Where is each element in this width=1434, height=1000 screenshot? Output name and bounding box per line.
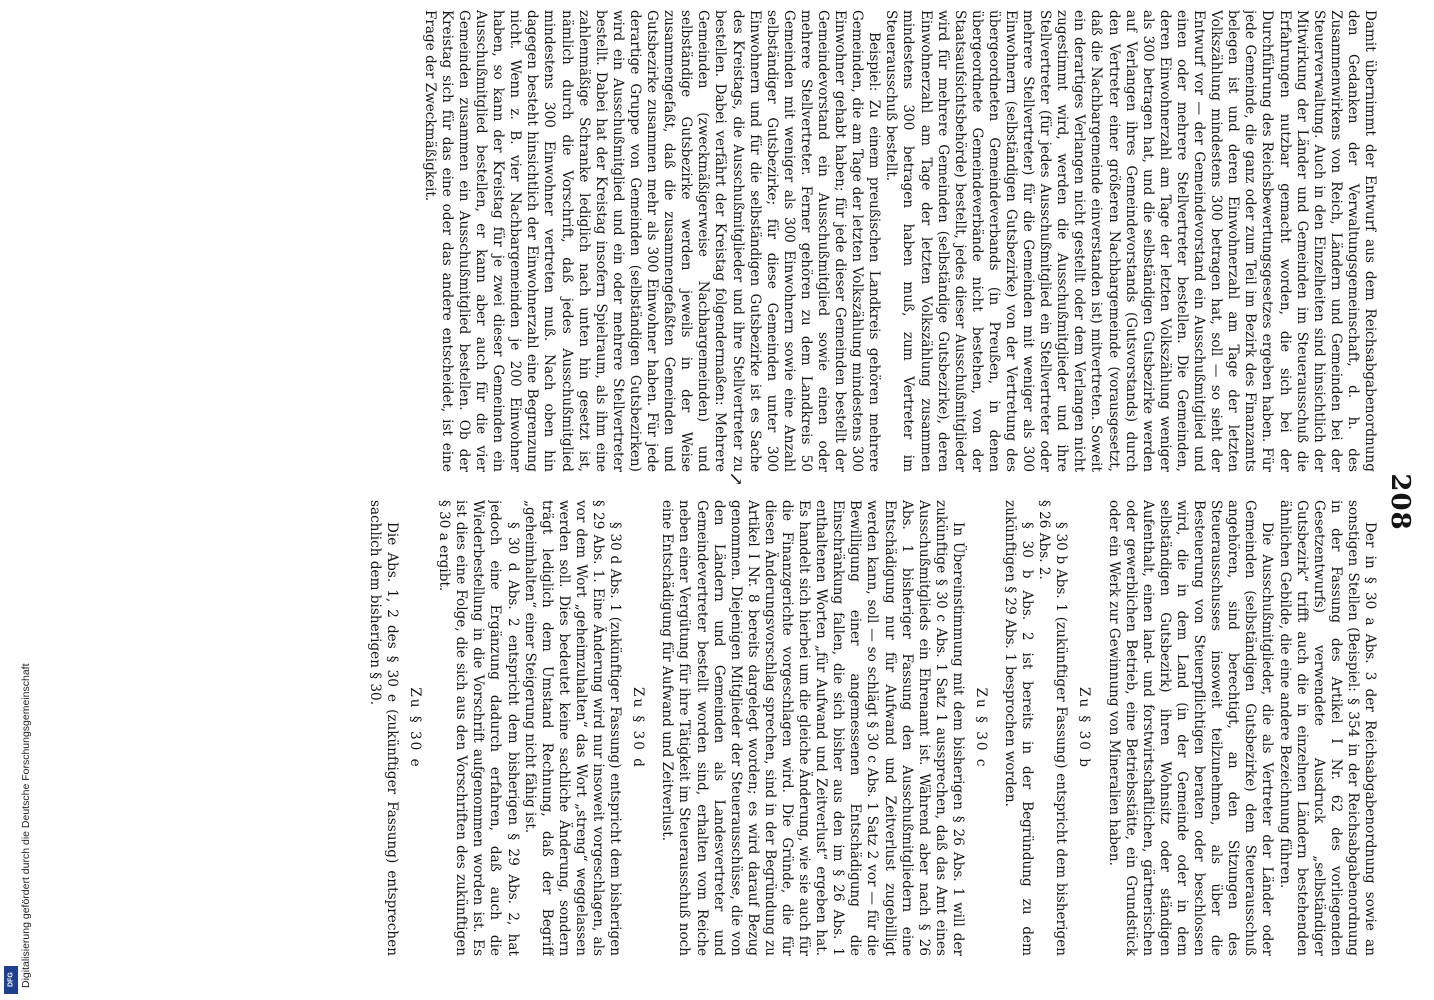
margin-mark: ↗ — [725, 471, 746, 487]
dfg-logo-icon: DFG — [4, 966, 18, 994]
paragraph: § 30 d Abs. 1 (zukünftiger Fassung) entspricht dem bisherigen § 29 Abs. 1. Eine Änderung wird nur insoweit vorgeschlagen, als vor dem Wort „geheimzuhalten“ das Wort „streng“ weggelassen werden soll. Dies bedeutet keine sachliche Änderung, sondern trägt lediglich dem Umstand Rechnung, daß der Begriff „geheimhalten“ einer Steigerung nicht fähig ist. — [521, 500, 624, 956]
paragraph: Die Ausschußmitglieder, die als Vertreter der Länder oder Gemeinden (selbständigen Gutsbezirke) dem Steuerausschuß angehören, sind berechtigt, an den Sitzungen des Steuerausschusses insoweit teilzunehmen, als über die Besteuerung von Steuerpflichtigen beraten oder beschlossen wird, die in dem Land (in der Gemeinde oder in dem selbständigen Gutsbezirk) ihren Wohnsitz oder ständigen Aufenthalt, einen land- und forstwirtschaftlichen, gärtnerischen oder gewerblichen Betrieb, eine Betriebsstätte, ein Grundstück oder ein Werk zur Gewinnung von Mineralien haben. — [1105, 500, 1276, 956]
paragraph: § 30 d Abs. 2 entspricht dem bisherigen § 29 Abs. 2, hat jedoch eine Ergänzung dadurch erfahren, daß auch die Wiederbestellung in die Vorschrift aufgenommen worden ist. Es ist dies eine Folge, die sich aus den Vorschriften des zukünftigen § 30 a ergibt. — [436, 500, 521, 956]
footer-credit: Digitalisierung gefördert durch die Deutsche Forschungsgemeinschaft — [20, 663, 32, 988]
paragraph: In Übereinstimmung mit dem bisherigen § 26 Abs. 1 will der zukünftige § 30 c Abs. 1 Satz 1 aussprechen, daß das Amt eines Ausschußmitglieds ein Ehrenamt ist. Während aber nach § 26 Abs. 1 bisheriger Fassung den Ausschußmitgliedern eine Entschädigung nur für Aufwand und Zeitverlust zugebilligt werden kann, soll — so schlägt § 30 c Abs. 1 Satz 2 vor — für die Bewilligung einer angemessenen Entschädigung die Einschränkung fallen, die sich bisher aus den im § 26 Abs. 1 enthaltenen Worten „für Aufwand und Zeitverlust“ ergeben hat. Es handelt sich hierbei um die gleiche Änderung, wie sie auch für die Finanzgerichte vorgeschlagen wird. Die Gründe, die für diesen Änderungsvorschlag sprechen, sind in der Begründung zu Artikel I Nr. 8 bereits dargelegt worden; es wird darauf Bezug genommen. Diejenigen Mitglieder der Steuerausschüsse, die von den Ländern und Gemeinden als Landesvertreter und Gemeindevertreter bestellt worden sind, erhalten vom Reiche neben einer Vergütung für ihre Tätigkeit im Steuerausschuß noch eine Entschädigung für Aufwand und Zeitverlust. — [659, 500, 966, 956]
section-heading: Zu § 30 e — [407, 687, 424, 769]
paragraph: Damit übernimmt der Entwurf aus dem Reichsabgabenordnung den Gedanken der Verwaltungsgemeinschaft, d. h. des Zusammenwirkens von Reich, Ländern und Gemeinden bei der Steuerverwaltung. Auch in den Einzelheiten sind hinsichtlich der Mitwirkung der Länder und Gemeinden im Steuerausschuß die Erfahrungen nutzbar gemacht worden, die sich bei der Durchführung des Reichsbewertungsgesetzes ergeben haben. Für jede Gemeinde, die ganz oder zum Teil im Bezirk des Finanzamts belegen ist und deren Einwohnerzahl am Tage der letzten Volkszählung mindestens 300 betragen hat, soll — so sieht der Entwurf vor — der Gemeindevorstand ein Ausschußmitglied und einen oder mehrere Stellvertreter bestellen. Die Gemeinden, deren Einwohnerzahl am Tage der letzten Volkszählung weniger als 300 betragen hat, und die selbständigen Gutsbezirke werden auf Verlangen ihres Gemeindevorstands (Gutsvorstands) durch den Vertreter einer größeren Nachbargemeinde (vorausgesetzt, daß die Nachbargemeinde einverstanden ist) mitvertreten. Soweit ein derartiges Verlangen nicht gestellt oder dem Verlangen nicht zugestimmt wird, werden die Ausschußmitglieder und ihre Stellvertreter (für jedes Ausschußmitglied ein Stellvertreter oder mehrere Stellvertreter) für die Gemeinden mit weniger als 300 Einwohnern (selbständigen Gutsbezirke) von der Vertretung des übergeordneten Gemeindeverbands (in Preußen, in denen übergeordnete Gemeindeverbände nicht bestehen, von der Staatsaufsichtsbehörde) bestellt, jedes dieser Ausschußmitglieder wird für mehrere Gemeinden (selbständige Gutsbezirke), deren Einwohnerzahl am Tage der letzten Volkszählung zusammen mindestens 300 betragen haben muß, zum Vertreter im Steuerausschuß bestellt. — [883, 10, 1378, 472]
paragraph: Beispiel: Zu einem preußischen Landkreis gehören mehrere Gemeinden, die am Tage der letzten Volkszählung mindestens 300 Einwohner gehabt haben; für jede dieser Gemeinden bestellt der Gemeindevorstand ein Ausschußmitglied sowie einen oder mehrere Stellvertreter. Ferner gehören zu dem Landkreis 50 Gemeinden mit weniger als 300 Einwohnern sowie eine Anzahl selbständiger Gutsbezirke; für diese Gemeinden unter 300 Einwohnern und für die selbständigen Gutsbezirke ist es Sache des Kreistags, die Ausschußmitglieder und ihre Stellvertreter zu bestellen. Dabei verfährt der Kreistag folgendermaßen: Mehrere Gemeinden (zweckmäßigerweise Nachbargemeinden) und selbständige Gutsbezirke werden jeweils in der Weise zusammengefaßt, daß die zusammengefaßten Gemeinden und Gutsbezirke zusammen mehr als 300 Einwohner haben. Für jede derartige Gruppe von Gemeinden (selbständigen Gutsbezirken) wird ein Ausschußmitglied und ein oder mehrere Stellvertreter bestellt. Dabei hat der Kreistag insofern Spielraum, als ihm eine zahlenmäßige Schranke lediglich nach unten hin gesetzt ist, nämlich durch die Vorschrift, daß jedes Ausschußmitglied mindestens 300 Einwohner vertreten muß. Nach oben hin dagegen besteht hinsichtlich der Einwohnerzahl eine Begrenzung nicht. Wenn z. B. vier Nachbargemeinden je 200 Einwohner haben, so kann der Kreistag für je zwei dieser Gemeinden ein Ausschußmitglied bestellen, er kann aber auch für die vier Gemeinden zusammen ein Ausschußmitglied bestellen. Ob der Kreistag sich für das eine oder das andere entscheidet, ist eine Frage der Zweckmäßigkeit. — [421, 10, 883, 472]
page-number: 208 — [1385, 473, 1415, 531]
paragraph: § 30 b Abs. 1 (zukünftiger Fassung) entspricht dem bisherigen § 26 Abs. 2. — [1036, 500, 1070, 956]
section-heading: Zu § 30 c — [973, 687, 990, 769]
scanned-page — [30, 0, 1434, 1000]
paragraph: Die Abs. 1, 2 des § 30 e (zukünftiger Fassung) entsprechen sachlich dem bisherigen § 30. — [366, 500, 401, 956]
right-column — [38, 500, 1378, 956]
section-heading: Zu § 30 d — [630, 687, 647, 769]
section-heading: Zu § 30 b — [1076, 687, 1093, 769]
paragraph: § 30 b Abs. 2 ist bereits in der Begründung zu dem zukünftigen § 29 Abs. 1 besprochen worden. — [1002, 500, 1036, 956]
footer-strip — [0, 0, 30, 1000]
left-column — [38, 10, 1378, 472]
rotated-document-page — [30, 0, 1434, 1000]
paragraph: Der in § 30 a Abs. 3 der Reichsabgabenordnung sowie an sonstigen Stellen (Beispiel: § 354 in der Reichsabgabenordnung in der Fassung des Artikel I Nr. 62 des vorliegenden Gesetzentwurfs) verwendete Ausdruck „selbständiger Gutsbezirk“ trifft auch die in einzelnen Ländern bestehenden ähnlichen Gebilde, die eine andere Bezeichnung führen. — [1276, 500, 1378, 956]
